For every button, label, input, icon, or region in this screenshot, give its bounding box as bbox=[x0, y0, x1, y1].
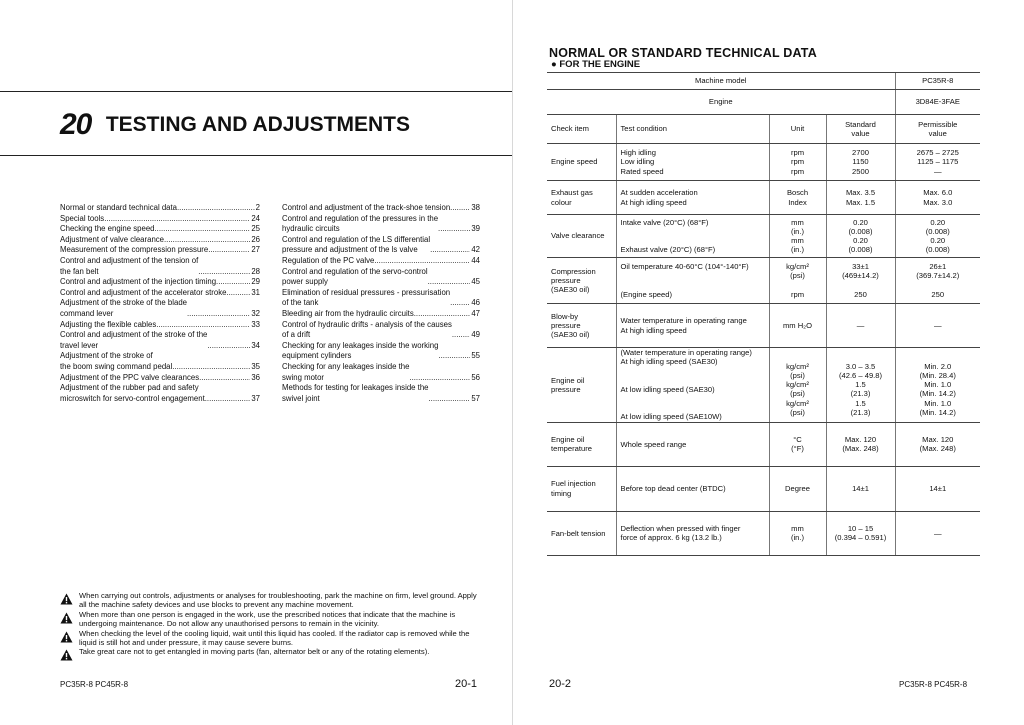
spec-standard-value: — bbox=[826, 304, 895, 348]
toc-entry-title: Control and adjustment of the track-shoe tension bbox=[282, 203, 451, 212]
toc-entry[interactable] bbox=[60, 383, 260, 404]
toc-leader-dots bbox=[198, 267, 250, 278]
header-check-item: Check item bbox=[547, 115, 616, 144]
toc-leader-dots bbox=[172, 362, 250, 373]
bottom-rule bbox=[0, 155, 512, 156]
header-unit: Unit bbox=[769, 115, 826, 144]
engine-value: 3D84E-3FAE bbox=[895, 90, 980, 115]
spec-standard-value: 10 – 15 (0.394 – 0.591) bbox=[826, 511, 895, 555]
spec-test-condition: Whole speed range bbox=[616, 422, 769, 466]
toc-entry-page: 33 bbox=[251, 319, 260, 329]
warning-triangle-icon bbox=[60, 612, 73, 624]
toc-entry[interactable] bbox=[282, 341, 480, 362]
spec-standard-value: Max. 3.5 Max. 1.5 bbox=[826, 181, 895, 215]
toc-entry-title: Elimination of residual pressures - pressurisation of the tank bbox=[282, 287, 451, 308]
spec-test-condition: Deflection when pressed with finger force of approx. 6 kg (13.2 lb.) bbox=[616, 511, 769, 555]
warning-triangle-icon bbox=[60, 631, 73, 643]
spec-check-item: Exhaust gas colour bbox=[547, 181, 616, 215]
engine-row bbox=[547, 90, 980, 115]
spec-permissible-value: 0.20 (0.008) 0.20 (0.008) bbox=[895, 215, 980, 258]
toc-entry-title: Methods for testing for leakages inside the swivel joint bbox=[282, 383, 429, 403]
toc-entry[interactable] bbox=[282, 214, 480, 235]
spec-test-condition: Water temperature in operating range At high idling speed bbox=[616, 304, 769, 348]
spec-permissible-value: 14±1 bbox=[895, 466, 980, 511]
chapter-heading bbox=[60, 108, 410, 142]
spec-unit: mm (in.) mm (in.) bbox=[769, 215, 826, 258]
chapter-title: TESTING AND ADJUSTMENTS bbox=[105, 113, 410, 136]
toc-entry[interactable] bbox=[60, 245, 260, 256]
spec-test-condition: Before top dead center (BTDC) bbox=[616, 466, 769, 511]
spec-test-condition: At sudden acceleration At high idling speed bbox=[616, 181, 769, 215]
spec-permissible-value: — bbox=[895, 304, 980, 348]
toc-entry[interactable] bbox=[60, 373, 260, 384]
toc-entry[interactable] bbox=[60, 277, 260, 288]
toc-entry[interactable] bbox=[282, 362, 480, 383]
page-number-right: 20-2 bbox=[549, 678, 572, 690]
spec-standard-value: 33±1 (469±14.2) 250 bbox=[826, 258, 895, 304]
toc-entry-page: 34 bbox=[251, 340, 260, 350]
toc-entry[interactable] bbox=[60, 288, 260, 299]
toc-entry[interactable] bbox=[282, 267, 480, 288]
toc-leader-dots bbox=[414, 309, 471, 320]
toc-leader-dots bbox=[450, 203, 470, 214]
spec-test-condition: (Water temperature in operating range) At high idling speed (SAE30) At low idling speed (SAE30) At low idling speed (SAE10W) bbox=[616, 348, 769, 423]
toc-entry-title: Control and adjustment of the injection timing bbox=[60, 277, 217, 287]
toc-column-left bbox=[60, 203, 260, 404]
spec-check-item: Engine speed bbox=[547, 144, 616, 181]
toc-leader-dots bbox=[429, 394, 471, 405]
toc-entry-title: Adjustment of the stroke of the boom swing command pedal bbox=[60, 351, 173, 371]
spec-standard-value: 3.0 – 3.5 (42.6 – 49.8) 1.5 (21.3) 1.5 (21.3) bbox=[826, 348, 895, 423]
toc-leader-dots bbox=[177, 203, 255, 214]
warning-item bbox=[60, 630, 485, 648]
spec-permissible-value: 2675 – 2725 1125 – 1175 — bbox=[895, 144, 980, 181]
toc-entry-title: Control and regulation of the LS differential pressure and adjustment of the ls valve bbox=[282, 234, 431, 255]
safety-warnings bbox=[60, 592, 485, 662]
toc-entry-title: Control of hydraulic drifts - analysis of the causes of a drift bbox=[282, 319, 452, 340]
spec-standard-value: 2700 1150 2500 bbox=[826, 144, 895, 181]
toc-entry-title: Control and regulation of the servo-control power supply bbox=[282, 266, 428, 287]
toc-entry-page: 56 bbox=[471, 372, 480, 382]
toc-entry-page: 31 bbox=[251, 287, 260, 297]
toc-entry-title: Control and adjustment of the accelerator stroke bbox=[60, 287, 227, 297]
right-page bbox=[513, 0, 1024, 725]
toc-leader-dots bbox=[164, 235, 250, 246]
toc-entry-title: Checking for any leakages inside the working equipment cylinders bbox=[282, 340, 439, 361]
toc-entry-title: Special tools bbox=[60, 213, 105, 223]
spec-check-item: Fuel injection timing bbox=[547, 466, 616, 511]
toc-entry-page: 37 bbox=[251, 393, 260, 403]
spec-unit: kg/cm² (psi) rpm bbox=[769, 258, 826, 304]
spec-unit: °C (°F) bbox=[769, 422, 826, 466]
toc-entry-page: 24 bbox=[251, 213, 260, 223]
spec-title: NORMAL OR STANDARD TECHNICAL DATA bbox=[549, 46, 817, 60]
toc-entry[interactable] bbox=[282, 309, 480, 320]
spec-standard-value: 14±1 bbox=[826, 466, 895, 511]
toc-entry-title: Control and regulation of the pressures in the hydraulic circuits bbox=[282, 213, 439, 234]
machine-model-label: Machine model bbox=[547, 73, 895, 90]
footer-models-left: PC35R-8 PC45R-8 bbox=[60, 680, 129, 689]
header-test-condition: Test condition bbox=[616, 115, 769, 144]
spec-check-item: Valve clearance bbox=[547, 215, 616, 258]
page-number-left: 20-1 bbox=[455, 678, 478, 690]
spec-row bbox=[547, 348, 980, 423]
toc-entry-title: Control and adjustment of the stroke of the travel lever bbox=[60, 330, 208, 350]
toc-entry[interactable] bbox=[60, 351, 260, 372]
toc-leader-dots bbox=[199, 373, 250, 384]
spec-row bbox=[547, 304, 980, 348]
spec-standard-value: 0.20 (0.008) 0.20 (0.008) bbox=[826, 215, 895, 258]
machine-model-value: PC35R-8 bbox=[895, 73, 980, 90]
spec-check-item: Fan-belt tension bbox=[547, 511, 616, 555]
toc-leader-dots bbox=[428, 277, 471, 288]
spec-test-condition: Intake valve (20°C) (68°F) Exhaust valve (20°C) (68°F) bbox=[616, 215, 769, 258]
spec-unit: Bosch Index bbox=[769, 181, 826, 215]
toc-entry-page: 28 bbox=[251, 266, 260, 276]
toc-leader-dots bbox=[156, 320, 250, 331]
toc-entry-title: Normal or standard technical data bbox=[60, 203, 178, 212]
spec-unit: mm H₂O bbox=[769, 304, 826, 348]
toc-entry[interactable] bbox=[60, 214, 260, 225]
toc-entry[interactable] bbox=[60, 320, 260, 331]
engine-label: Engine bbox=[547, 90, 895, 115]
toc-entry-page: 45 bbox=[471, 277, 480, 287]
toc-entry[interactable] bbox=[60, 330, 260, 351]
toc-entry-title: Adjustment of the stroke of the blade command lever bbox=[60, 298, 187, 318]
spec-unit: kg/cm² (psi) kg/cm² (psi) kg/cm² (psi) bbox=[769, 348, 826, 423]
spec-permissible-value: — bbox=[895, 511, 980, 555]
toc-entry-title: Checking the engine speed bbox=[60, 224, 155, 234]
toc-leader-dots bbox=[155, 224, 251, 235]
toc-entry-page: 2 bbox=[255, 203, 260, 212]
header-standard-value: Standard value bbox=[826, 115, 895, 144]
warning-item bbox=[60, 592, 485, 610]
toc-leader-dots bbox=[104, 214, 250, 225]
spec-table bbox=[547, 72, 980, 556]
toc-entry-page: 35 bbox=[251, 361, 260, 371]
toc-leader-dots bbox=[205, 394, 251, 405]
top-rule bbox=[0, 91, 512, 92]
toc-entry[interactable] bbox=[282, 383, 480, 404]
spec-unit: mm (in.) bbox=[769, 511, 826, 555]
spec-row bbox=[547, 422, 980, 466]
warning-triangle-icon bbox=[60, 649, 73, 661]
toc-entry-page: 46 bbox=[471, 298, 480, 308]
toc-leader-dots bbox=[409, 373, 470, 384]
toc-entry-page: 27 bbox=[251, 245, 260, 255]
toc-leader-dots bbox=[438, 351, 470, 362]
spec-unit: rpm rpm rpm bbox=[769, 144, 826, 181]
toc-entry-page: 42 bbox=[471, 245, 480, 255]
toc-entry-page: 36 bbox=[251, 372, 260, 382]
toc-entry-page: 47 bbox=[471, 308, 480, 318]
spec-row bbox=[547, 258, 980, 304]
spec-check-item: Engine oil temperature bbox=[547, 422, 616, 466]
spec-check-item: Engine oil pressure bbox=[547, 348, 616, 423]
warning-item bbox=[60, 611, 485, 629]
warning-text: When carrying out controls, adjustments or analyses for troubleshooting, park the machine on firm, level ground. Apply all the machine safety devices and use blocks to prevent any machine movement. bbox=[79, 591, 477, 609]
toc-entry[interactable] bbox=[60, 224, 260, 235]
spec-row bbox=[547, 215, 980, 258]
toc-entry-page: 39 bbox=[471, 224, 480, 234]
toc-entry-title: Measurement of the compression pressure bbox=[60, 245, 209, 255]
toc-entry-page: 49 bbox=[471, 330, 480, 340]
spec-unit: Degree bbox=[769, 466, 826, 511]
toc-entry[interactable] bbox=[282, 288, 480, 309]
header-permissible-value: Permissible value bbox=[895, 115, 980, 144]
spec-row bbox=[547, 181, 980, 215]
toc-entry[interactable] bbox=[60, 203, 260, 214]
spec-subtitle: ● FOR THE ENGINE bbox=[551, 59, 641, 70]
toc-entry-page: 57 bbox=[471, 393, 480, 403]
spec-permissible-value: Min. 2.0 (Min. 28.4) Min. 1.0 (Min. 14.2) Min. 1.0 (Min. 14.2) bbox=[895, 348, 980, 423]
spec-permissible-value: Max. 6.0 Max. 3.0 bbox=[895, 181, 980, 215]
toc-entry-page: 38 bbox=[471, 203, 480, 212]
toc-entry-page: 44 bbox=[471, 255, 480, 265]
toc-entry-page: 29 bbox=[251, 277, 260, 287]
toc-entry[interactable] bbox=[282, 203, 480, 214]
toc-leader-dots bbox=[450, 298, 470, 309]
spec-row bbox=[547, 466, 980, 511]
footer-models-right: PC35R-8 PC45R-8 bbox=[899, 680, 968, 689]
toc-entry[interactable] bbox=[282, 256, 480, 267]
toc-entry-title: Bleeding air from the hydraulic circuits bbox=[282, 308, 414, 318]
toc-entry-page: 25 bbox=[251, 224, 260, 234]
toc-leader-dots bbox=[208, 245, 250, 256]
toc-entry-page: 55 bbox=[471, 351, 480, 361]
spec-row bbox=[547, 144, 980, 181]
warning-text: When checking the level of the cooling liquid, wait until this liquid has cooled. If the radiator cap is removed while the liquid is still hot and under pressure, it may cause severe burns. bbox=[79, 628, 470, 647]
toc-entry-page: 26 bbox=[251, 234, 260, 244]
toc-leader-dots bbox=[187, 309, 250, 320]
toc-leader-dots bbox=[374, 256, 470, 267]
header-row bbox=[547, 115, 980, 144]
toc-entry-page: 32 bbox=[251, 308, 260, 318]
toc-entry[interactable] bbox=[60, 235, 260, 246]
spec-test-condition: Oil temperature 40-60°C (104°-140°F) (Engine speed) bbox=[616, 258, 769, 304]
toc-entry[interactable] bbox=[282, 320, 480, 341]
spec-test-condition: High idling Low idling Rated speed bbox=[616, 144, 769, 181]
toc-leader-dots bbox=[430, 245, 470, 256]
spec-row bbox=[547, 511, 980, 555]
toc-entry-title: Control and adjustment of the tension of the fan belt bbox=[60, 255, 199, 276]
toc-entry[interactable] bbox=[282, 235, 480, 256]
toc-entry-title: Checking for any leakages inside the swing motor bbox=[282, 361, 410, 382]
toc-column-right bbox=[282, 203, 480, 404]
toc-entry[interactable] bbox=[60, 298, 260, 319]
spec-permissible-value: Max. 120 (Max. 248) bbox=[895, 422, 980, 466]
toc-leader-dots bbox=[452, 330, 470, 341]
toc-entry-title: Adjustment of valve clearance bbox=[60, 234, 165, 244]
warning-text: When more than one person is engaged in the work, use the prescribed notices that indicate that the machine is undergoing maintenance. Do not allow any unauthorised persons to remain in the vicinity. bbox=[79, 609, 456, 628]
machine-model-row bbox=[547, 73, 980, 90]
warning-text: Take great care not to get entangled in moving parts (fan, alternator belt or any of the rotating elements). bbox=[79, 647, 430, 657]
spec-standard-value: Max. 120 (Max. 248) bbox=[826, 422, 895, 466]
toc-entry[interactable] bbox=[60, 256, 260, 277]
warning-triangle-icon bbox=[60, 593, 73, 605]
toc-entry-title: Adjustment of the PPC valve clearances bbox=[60, 372, 200, 382]
spec-check-item: Compression pressure (SAE30 oil) bbox=[547, 258, 616, 304]
chapter-number: 20 bbox=[60, 108, 92, 141]
toc-leader-dots bbox=[207, 341, 250, 352]
spec-permissible-value: 26±1 (369.7±14.2) 250 bbox=[895, 258, 980, 304]
spec-check-item: Blow-by pressure (SAE30 oil) bbox=[547, 304, 616, 348]
toc-entry-title: Adjustment of the rubber pad and safety microswitch for servo-control engagement bbox=[60, 383, 205, 403]
toc-entry-title: Adjusting the flexible cables bbox=[60, 319, 157, 329]
toc-leader-dots bbox=[216, 277, 250, 288]
toc-leader-dots bbox=[226, 288, 250, 299]
toc-leader-dots bbox=[438, 224, 470, 235]
warning-item bbox=[60, 648, 485, 661]
toc-entry-title: Regulation of the PC valve bbox=[282, 255, 375, 265]
